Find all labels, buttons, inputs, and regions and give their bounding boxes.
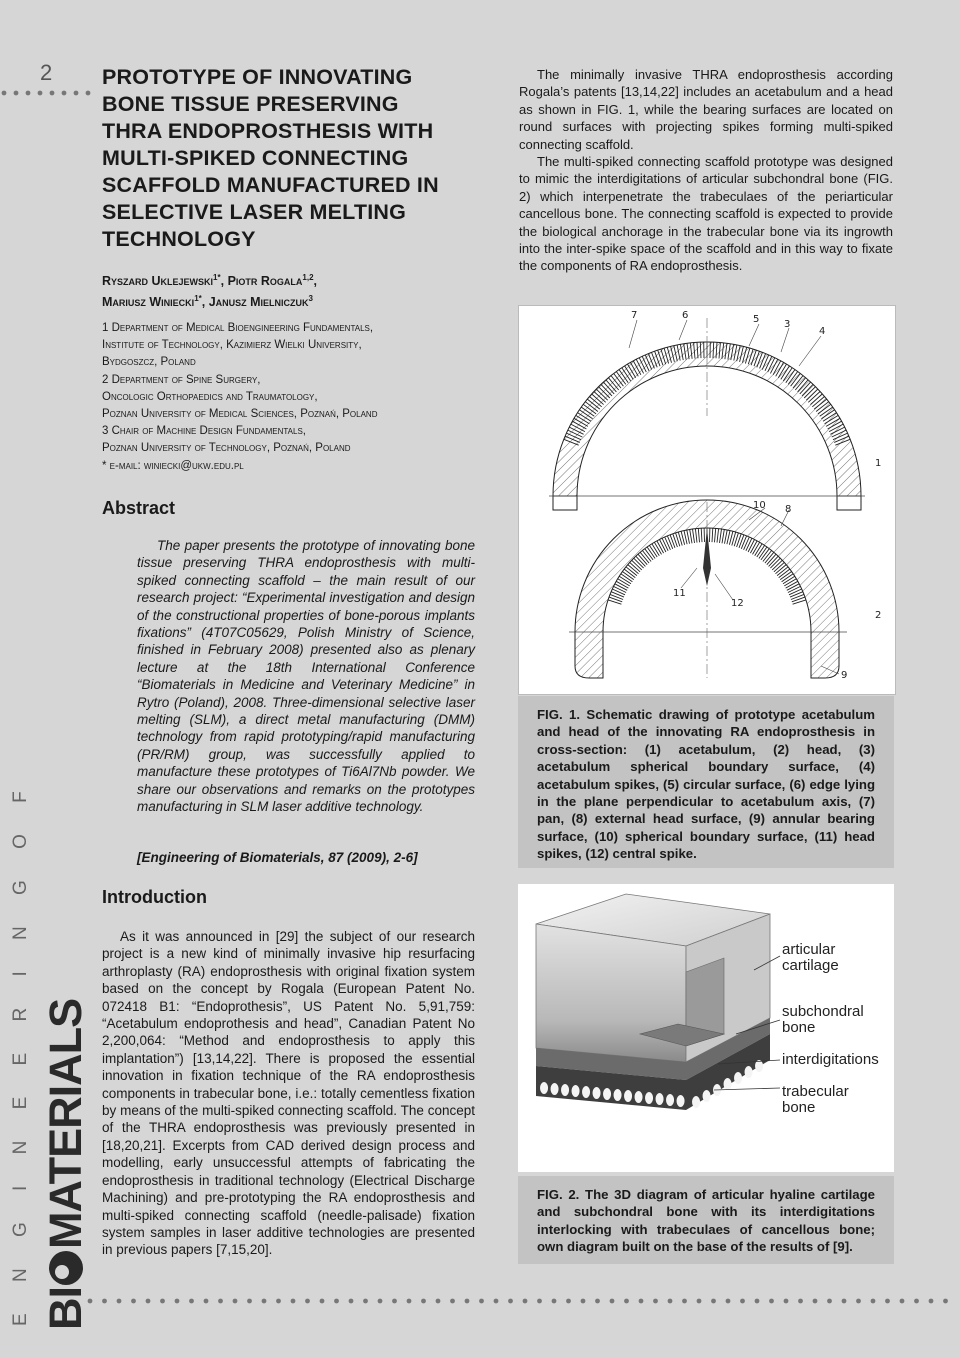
introduction-body: As it was announced in [29] the subject of our research project is a new kind of minimally invasive hip resurfacing arthroplasty (RA) endoprosthesis with original fixation system based on the concept by Rogala (European Patent No. 072418 B1: “Endoprothesis”, US Patent No. 5,91,759: “Acetabulum endoprothesis and head”, Canadian Patent No 2,200,064: “Method and endoprosthesis to apply this implantation”) [13,14,22]. There is proposed the essential innovation in fixation technique of the RA endoprosthesis components in trabecular bone, i.e.: totally cementless fixation by means of the multi-spiked connecting scaffold. The concept of the THRA endoprosthesis was previously presented in [18,20,21]. Excerpts from CAD derived design process and modelling, early unsuccessful attempts of fabricating the endoprosthesis in traditional technology (Electrical Discharge Machining) and pre-prototyping the RA endoprosthesis and multi-spiked connecting scaffold (needle-palisade) fixation system samples in laser additive technologies are presented in previous papers [7,15,20]. <box>102 929 475 1258</box>
journal-logo-right: MATERIALS <box>40 998 91 1249</box>
affiliation-line: Bydgoszcz, Poland <box>102 356 196 369</box>
figure-1-caption: FIG. 1. Schematic drawing of prototype acetabulum and head of the innovating RA endoprosthesis in cross-section: (1) acetabulum, (2) head, (3) acetabulum spherical boundary surface, (4) acetabulum spikes, (5) circular surface, (6) edge lying in the plane perpendicular to acetabulum axis, (7) pan, (8) external head surface, (9) annular bearing surface, (10) spherical boundary surface, (11) head spikes, (12) central spike. <box>537 707 875 862</box>
fig2-label: trabecular <box>782 1083 849 1100</box>
affiliation-line: 1 Department of Medical Bioengineering Fundamentals, <box>102 322 374 334</box>
fig2-label: cartilage <box>782 957 839 974</box>
author-list: Ryszard Uklejewski$^{1*}$, Piotr Rogala$^{1,2}$, Mariusz Winiecki$^{1*}$, Janusz Mielniczuk$^3$ <box>102 273 318 310</box>
email-line: * e-mail: winiecki@ukw.edu.pl <box>102 459 244 472</box>
paragraph: The multi-spiked connecting scaffold prototype was designed to mimic the interdigitations of articular subchondral bone (FIG. 2) which interpenetrate the trabeculaes of the periarticular cancellous bone. The connecting scaffold is expected to provide the biological anchorage in the trabecular bone via its ingrowth into the inter-spike space of the scaffold and in this way to fixate the components of RA endoprosthesis. <box>519 154 893 274</box>
paper-title: PROTOTYPE OF INNOVATING BONE TISSUE PRESERVING THRA ENDOPROSTHESIS WITH MULTI-SPIKED CONNECTING SCAFFOLD MANUFACTURED IN SELECTIVE LASER MELTING TECHNOLOGY <box>102 65 439 251</box>
journal-logo <box>40 999 92 1330</box>
affiliation-line: Poznan University of Medical Sciences, Poznań, Poland <box>102 408 378 421</box>
fig1-label: 9 <box>841 670 848 681</box>
affiliation-line: Oncologic Orthopaedics and Traumatology, <box>102 390 318 403</box>
fig1-label: 2 <box>875 610 882 621</box>
introduction-heading: Introduction <box>102 887 207 907</box>
fig1-label: 12 <box>731 598 744 609</box>
logo-circle-icon <box>49 1251 83 1285</box>
fig1-label: 5 <box>753 314 760 325</box>
fig2-label: bone <box>782 1099 816 1116</box>
fig1-label: 7 <box>631 310 638 321</box>
figure-2-caption-box <box>518 1176 894 1264</box>
figure-2-caption: FIG. 2. The 3D diagram of articular hyaline cartilage and subchondral bone with its interdigitations interlocking with trabeculaes of cancellous bone; own diagram built on the base of the results of [9]. <box>537 1187 875 1255</box>
fig2-label: bone <box>782 1019 816 1036</box>
fig2-label: interdigitations <box>782 1051 879 1068</box>
journal-logo-top: E N G I N E E R I N G O F <box>10 778 31 1326</box>
affiliation-line: Poznan University of Technology, Poznań, Poland <box>102 442 351 455</box>
figure-2-diagram <box>518 884 894 1172</box>
abstract-heading: Abstract <box>102 498 176 518</box>
fig1-label: 8 <box>785 504 792 515</box>
affiliation-line: 2 Department of Spine Surgery, <box>102 373 261 386</box>
journal-logo-left: BI <box>40 1287 91 1330</box>
fig1-label: 10 <box>753 500 766 511</box>
fig1-label: 11 <box>673 588 686 599</box>
decorative-dots-top <box>0 89 92 97</box>
citation: [Engineering of Biomaterials, 87 (2009), 2-6] <box>137 850 418 865</box>
author-name: Piotr Rogala <box>227 274 303 289</box>
right-column-text <box>519 66 893 275</box>
paragraph: The minimally invasive THRA endoprosthesis according Rogala’s patents [13,14,22] includes an acetabulum and a head as shown in FIG. 1, while the bearing surfaces are located on round surfaces with projecting spikes forming multi-spiked connecting scaffold. <box>519 67 893 152</box>
abstract-body: The paper presents the prototype of innovating bone tissue preserving THRA endoprosthesis with multi-spiked connecting scaffold – the main result of our research project: “Experimental investigation and design of the constructional properties of bone-porous implants fixations” (4T07C05629, Polish Ministry of Science, finished in February 2008) presented also as plenary lecture at the 18th International Conference “Biomaterials in Medicine and Veterinary Medicine” in Rytro (Poland), 2008. Three-dimensional selective laser melting (SLM), a direct metal manufacturing (DMM) technology from rapid prototyping/rapid manufacturing (PR/RM) group, was successfully applied to manufacture these prototypes of Ti6Al7Nb powder. We share our observations and remarks on the prototypes manufacturing in SLM laser additive technology. <box>137 538 475 815</box>
author-name: Mariusz Winiecki <box>102 295 195 310</box>
affiliation-line: Institute of Technology, Kazimierz Wielki University, <box>102 339 362 352</box>
page-number: 2 <box>40 60 53 85</box>
decorative-dots-bottom <box>84 1297 960 1305</box>
author-name: Ryszard Uklejewski <box>102 274 214 289</box>
fig2-label: subchondral <box>782 1003 864 1020</box>
fig1-label: 1 <box>875 458 882 469</box>
fig1-label: 4 <box>819 326 826 337</box>
fig2-label: articular <box>782 941 836 958</box>
author-name: Janusz Mielniczuk <box>208 295 309 310</box>
fig1-label: 3 <box>784 319 791 330</box>
affiliations <box>102 320 472 475</box>
affiliation-line: 3 Chair of Machine Design Fundamentals, <box>102 425 306 438</box>
figure-1-caption-box <box>518 696 894 868</box>
fig1-label: 6 <box>682 310 689 321</box>
figure-1-drawing <box>518 305 896 695</box>
